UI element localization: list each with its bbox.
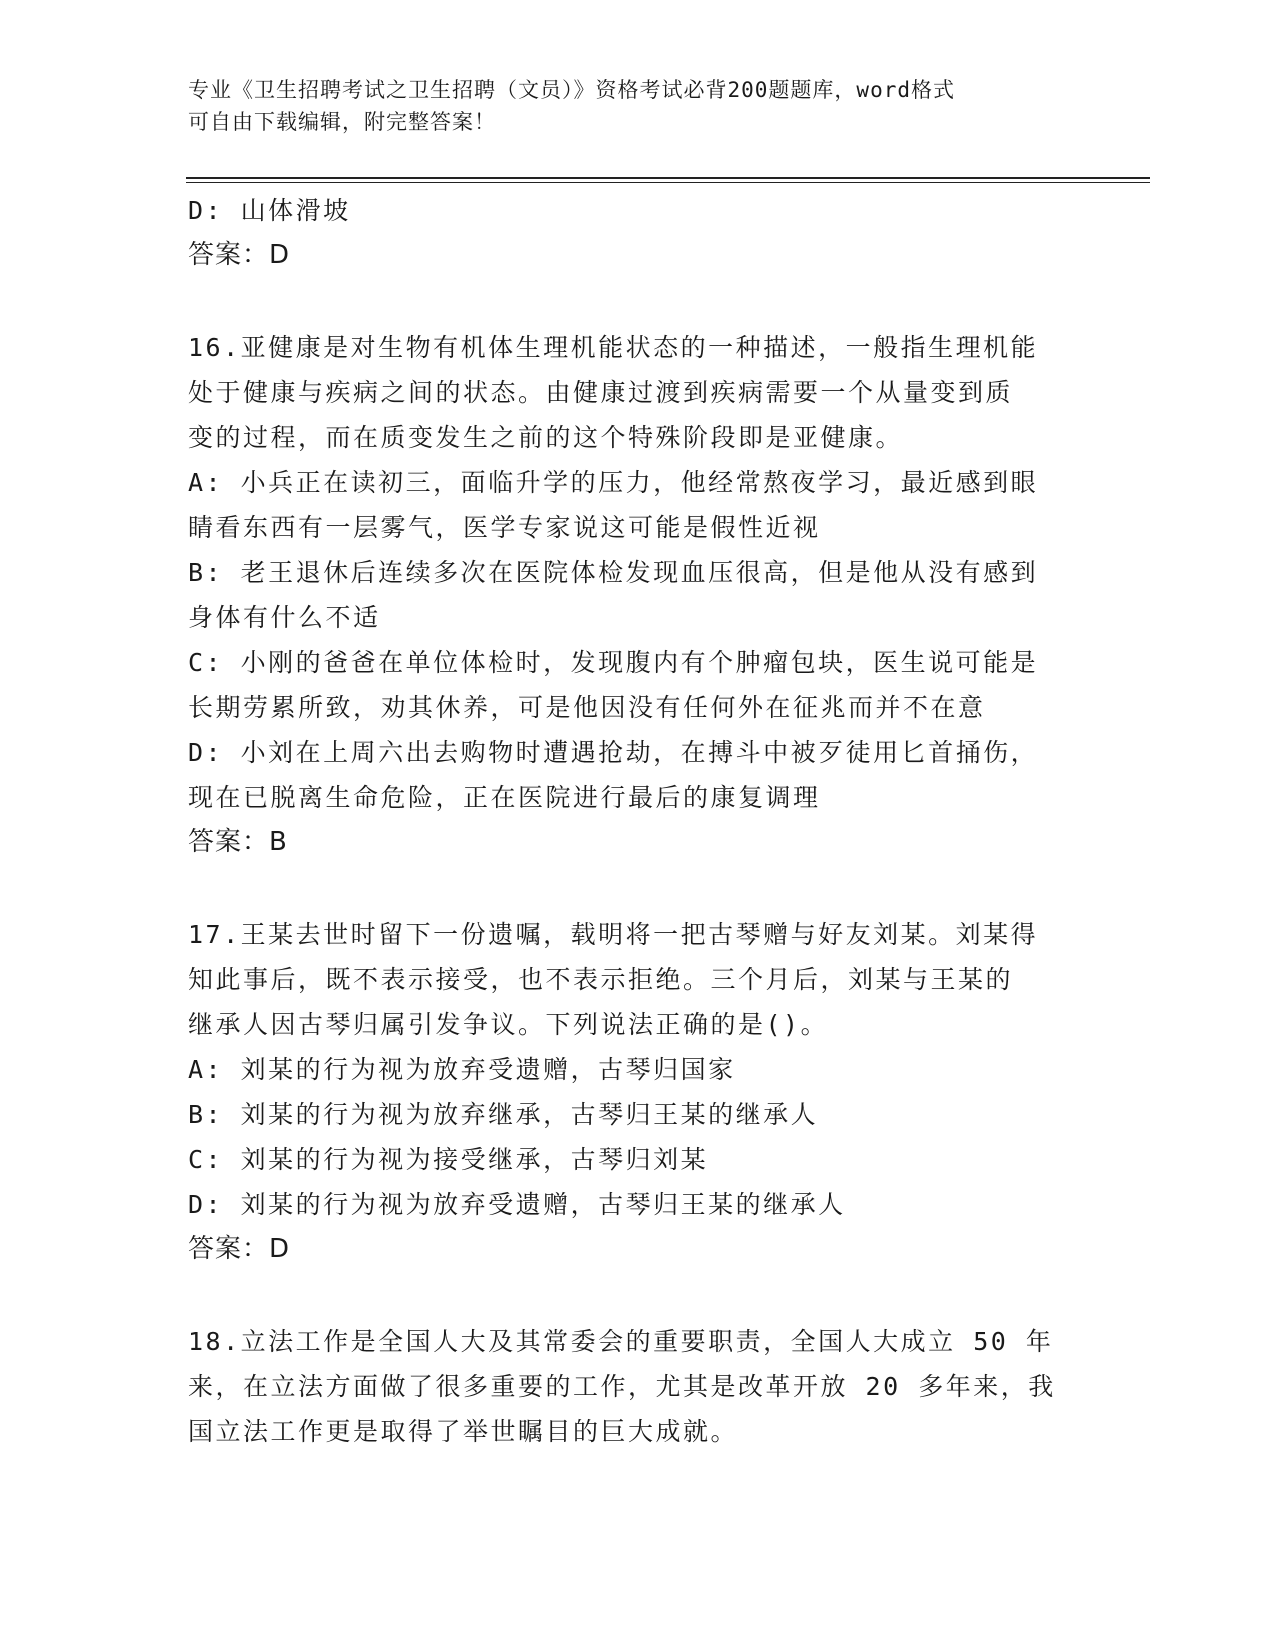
header-line-1: 专业《卫生招聘考试之卫生招聘（文员）》资格考试必背200题题库，word格式 xyxy=(188,78,955,102)
option-d-cont: 现在已脱离生命危险，正在医院进行最后的康复调理 xyxy=(188,783,821,812)
question-stem-line: 处于健康与疾病之间的状态。由健康过渡到疾病需要一个从量变到质 xyxy=(188,378,1014,407)
question-stem-line: 知此事后，既不表示接受，也不表示拒绝。三个月后，刘某与王某的 xyxy=(188,965,1014,994)
spacer xyxy=(188,865,1088,912)
answer-line: 答案：B xyxy=(188,827,288,857)
question-stem-line: 17.王某去世时留下一份遗嘱，载明将一把古琴赠与好友刘某。刘某得 xyxy=(188,920,1039,949)
spacer xyxy=(188,278,1088,325)
header-divider-thick xyxy=(186,177,1150,179)
option-d: D: 山体滑坡 xyxy=(188,196,351,225)
option-b: B: 刘某的行为视为放弃继承，古琴归王某的继承人 xyxy=(188,1100,819,1129)
option-c: C: 刘某的行为视为接受继承，古琴归刘某 xyxy=(188,1145,709,1174)
header-divider-thin xyxy=(186,182,1150,183)
question-18 xyxy=(188,1319,1088,1454)
option-b-cont: 身体有什么不适 xyxy=(188,603,381,632)
answer-line: 答案：D xyxy=(188,240,291,270)
option-d: D: 小刘在上周六出去购物时遭遇抢劫，在搏斗中被歹徒用匕首捅伤， xyxy=(188,738,1039,767)
option-d: D: 刘某的行为视为放弃受遗赠，古琴归王某的继承人 xyxy=(188,1190,846,1219)
option-c: C: 小刚的爸爸在单位体检时，发现腹内有个肿瘤包块，医生说可能是 xyxy=(188,648,1039,677)
question-stem-line: 继承人因古琴归属引发争议。下列说法正确的是()。 xyxy=(188,1010,829,1039)
answer-line: 答案：D xyxy=(188,1234,291,1264)
question-stem-line: 来，在立法方面做了很多重要的工作，尤其是改革开放 20 多年来，我 xyxy=(188,1372,1056,1401)
question-stem-line: 18.立法工作是全国人大及其常委会的重要职责，全国人大成立 50 年 xyxy=(188,1327,1054,1356)
question-stem-line: 国立法工作更是取得了举世瞩目的巨大成就。 xyxy=(188,1417,739,1446)
spacer xyxy=(188,1272,1088,1319)
question-stem-line: 16.亚健康是对生物有机体生理机能状态的一种描述，一般指生理机能 xyxy=(188,333,1039,362)
question-15-tail xyxy=(188,188,1088,278)
question-17 xyxy=(188,912,1088,1272)
page-header xyxy=(188,74,1068,138)
option-a: A: 刘某的行为视为放弃受遗赠，古琴归国家 xyxy=(188,1055,736,1084)
header-line-2: 可自由下载编辑，附完整答案！ xyxy=(188,110,496,134)
option-a-cont: 睛看东西有一层雾气，医学专家说这可能是假性近视 xyxy=(188,513,821,542)
option-b: B: 老王退休后连续多次在医院体检发现血压很高，但是他从没有感到 xyxy=(188,558,1039,587)
option-a: A: 小兵正在读初三，面临升学的压力，他经常熬夜学习，最近感到眼 xyxy=(188,468,1039,497)
question-16 xyxy=(188,325,1088,865)
question-stem-line: 变的过程，而在质变发生之前的这个特殊阶段即是亚健康。 xyxy=(188,423,904,452)
option-c-cont: 长期劳累所致，劝其休养，可是他因没有任何外在征兆而并不在意 xyxy=(188,693,986,722)
question-content xyxy=(188,188,1088,1454)
